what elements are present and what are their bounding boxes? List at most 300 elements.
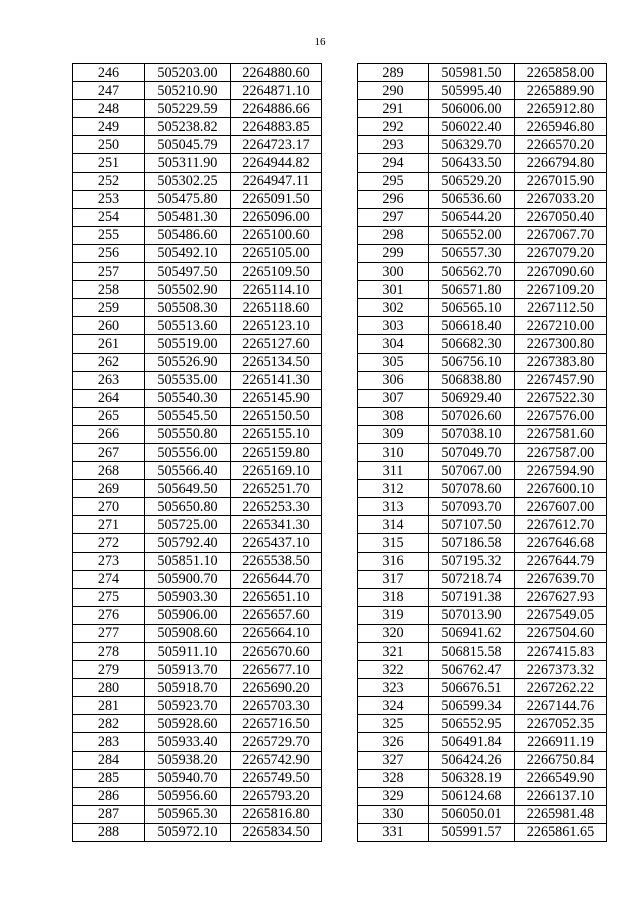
table-row [73,353,322,371]
point-number-cell: 280 [73,679,145,697]
point-number-cell: 305 [358,353,429,371]
table-row [73,823,322,841]
x-coordinate-cell: 505302.25 [145,172,231,190]
x-coordinate-cell: 505913.70 [145,661,231,679]
table-row [73,100,322,118]
y-coordinate-cell: 2265816.80 [231,805,322,823]
x-coordinate-cell: 505508.30 [145,299,231,317]
x-coordinate-cell: 507067.00 [429,462,515,480]
point-number-cell: 290 [358,82,429,100]
table-row [73,154,322,172]
table-row [358,425,607,443]
x-coordinate-cell: 505918.70 [145,679,231,697]
y-coordinate-cell: 2267052.35 [515,715,607,733]
y-coordinate-cell: 2266549.90 [515,769,607,787]
point-number-cell: 289 [358,64,429,82]
table-row [358,208,607,226]
x-coordinate-cell: 505956.60 [145,787,231,805]
y-coordinate-cell: 2265141.30 [231,371,322,389]
point-number-cell: 256 [73,244,145,262]
point-number-cell: 301 [358,281,429,299]
point-number-cell: 284 [73,751,145,769]
table-row [73,371,322,389]
x-coordinate-cell: 506050.01 [429,805,515,823]
x-coordinate-cell: 506552.00 [429,226,515,244]
x-coordinate-cell: 506124.68 [429,787,515,805]
y-coordinate-cell: 2265109.50 [231,263,322,281]
table-row [358,570,607,588]
table-row [358,172,607,190]
table-row [358,335,607,353]
x-coordinate-cell: 507107.50 [429,516,515,534]
x-coordinate-cell: 505535.00 [145,371,231,389]
x-coordinate-cell: 505981.50 [429,64,515,82]
table-row [73,733,322,751]
point-number-cell: 254 [73,208,145,226]
point-number-cell: 273 [73,552,145,570]
y-coordinate-cell: 2265834.50 [231,823,322,841]
table-row [73,208,322,226]
point-number-cell: 296 [358,190,429,208]
coordinates-table-left-body [73,64,322,842]
table-row [73,480,322,498]
point-number-cell: 297 [358,208,429,226]
table-row [358,751,607,769]
x-coordinate-cell: 506562.70 [429,263,515,281]
table-row [358,715,607,733]
point-number-cell: 311 [358,462,429,480]
table-row [73,661,322,679]
point-number-cell: 319 [358,606,429,624]
point-number-cell: 286 [73,787,145,805]
point-number-cell: 258 [73,281,145,299]
y-coordinate-cell: 2265127.60 [231,335,322,353]
y-coordinate-cell: 2265134.50 [231,353,322,371]
y-coordinate-cell: 2267644.79 [515,552,607,570]
x-coordinate-cell: 505203.00 [145,64,231,82]
y-coordinate-cell: 2267587.00 [515,443,607,461]
y-coordinate-cell: 2264944.82 [231,154,322,172]
point-number-cell: 283 [73,733,145,751]
y-coordinate-cell: 2265538.50 [231,552,322,570]
point-number-cell: 300 [358,263,429,281]
point-number-cell: 268 [73,462,145,480]
point-number-cell: 263 [73,371,145,389]
point-number-cell: 324 [358,697,429,715]
y-coordinate-cell: 2265118.60 [231,299,322,317]
y-coordinate-cell: 2267033.20 [515,190,607,208]
table-row [358,389,607,407]
x-coordinate-cell: 506571.80 [429,281,515,299]
point-number-cell: 285 [73,769,145,787]
point-number-cell: 253 [73,190,145,208]
point-number-cell: 275 [73,588,145,606]
y-coordinate-cell: 2265946.80 [515,118,607,136]
point-number-cell: 279 [73,661,145,679]
point-number-cell: 251 [73,154,145,172]
x-coordinate-cell: 506529.20 [429,172,515,190]
y-coordinate-cell: 2266750.84 [515,751,607,769]
point-number-cell: 262 [73,353,145,371]
table-row [73,389,322,407]
y-coordinate-cell: 2267262.22 [515,679,607,697]
table-row [73,244,322,262]
table-row [73,787,322,805]
y-coordinate-cell: 2267627.93 [515,588,607,606]
y-coordinate-cell: 2265742.90 [231,751,322,769]
point-number-cell: 309 [358,425,429,443]
table-row [358,263,607,281]
x-coordinate-cell: 505045.79 [145,136,231,154]
table-row [358,661,607,679]
x-coordinate-cell: 506491.84 [429,733,515,751]
x-coordinate-cell: 505556.00 [145,443,231,461]
x-coordinate-cell: 507038.10 [429,425,515,443]
x-coordinate-cell: 506815.58 [429,643,515,661]
y-coordinate-cell: 2267522.30 [515,389,607,407]
point-number-cell: 249 [73,118,145,136]
x-coordinate-cell: 507191.38 [429,588,515,606]
point-number-cell: 259 [73,299,145,317]
y-coordinate-cell: 2265861.65 [515,823,607,841]
point-number-cell: 295 [358,172,429,190]
table-row [358,281,607,299]
x-coordinate-cell: 505550.80 [145,425,231,443]
table-row [358,679,607,697]
y-coordinate-cell: 2267457.90 [515,371,607,389]
point-number-cell: 322 [358,661,429,679]
point-number-cell: 250 [73,136,145,154]
point-number-cell: 316 [358,552,429,570]
coordinates-table-right-body [358,64,607,842]
y-coordinate-cell: 2265437.10 [231,534,322,552]
x-coordinate-cell: 505238.82 [145,118,231,136]
x-coordinate-cell: 505995.40 [429,82,515,100]
x-coordinate-cell: 505497.50 [145,263,231,281]
table-row [358,588,607,606]
point-number-cell: 270 [73,498,145,516]
point-number-cell: 248 [73,100,145,118]
table-row [73,317,322,335]
y-coordinate-cell: 2265155.10 [231,425,322,443]
table-row [358,516,607,534]
x-coordinate-cell: 505903.30 [145,588,231,606]
x-coordinate-cell: 505492.10 [145,244,231,262]
x-coordinate-cell: 507218.74 [429,570,515,588]
x-coordinate-cell: 506022.40 [429,118,515,136]
point-number-cell: 264 [73,389,145,407]
x-coordinate-cell: 505502.90 [145,281,231,299]
y-coordinate-cell: 2265145.90 [231,389,322,407]
table-row [358,82,607,100]
y-coordinate-cell: 2266911.19 [515,733,607,751]
point-number-cell: 274 [73,570,145,588]
point-number-cell: 271 [73,516,145,534]
table-row [73,516,322,534]
y-coordinate-cell: 2265690.20 [231,679,322,697]
table-row [73,498,322,516]
x-coordinate-cell: 505928.60 [145,715,231,733]
y-coordinate-cell: 2267576.00 [515,407,607,425]
table-row [358,443,607,461]
y-coordinate-cell: 2267210.00 [515,317,607,335]
point-number-cell: 294 [358,154,429,172]
x-coordinate-cell: 506557.30 [429,244,515,262]
point-number-cell: 260 [73,317,145,335]
point-number-cell: 314 [358,516,429,534]
y-coordinate-cell: 2267109.20 [515,281,607,299]
y-coordinate-cell: 2266137.10 [515,787,607,805]
y-coordinate-cell: 2267373.32 [515,661,607,679]
point-number-cell: 261 [73,335,145,353]
table-row [73,136,322,154]
table-row [73,64,322,82]
x-coordinate-cell: 506838.80 [429,371,515,389]
table-row [73,118,322,136]
point-number-cell: 278 [73,643,145,661]
point-number-cell: 287 [73,805,145,823]
point-number-cell: 246 [73,64,145,82]
x-coordinate-cell: 506929.40 [429,389,515,407]
table-row [358,299,607,317]
y-coordinate-cell: 2265677.10 [231,661,322,679]
y-coordinate-cell: 2264871.10 [231,82,322,100]
table-row [358,733,607,751]
point-number-cell: 310 [358,443,429,461]
point-number-cell: 313 [358,498,429,516]
point-number-cell: 255 [73,226,145,244]
point-number-cell: 318 [358,588,429,606]
y-coordinate-cell: 2267112.50 [515,299,607,317]
x-coordinate-cell: 505906.00 [145,606,231,624]
x-coordinate-cell: 505486.60 [145,226,231,244]
y-coordinate-cell: 2265096.00 [231,208,322,226]
table-row [73,570,322,588]
table-row [358,643,607,661]
x-coordinate-cell: 506762.47 [429,661,515,679]
x-coordinate-cell: 506676.51 [429,679,515,697]
point-number-cell: 298 [358,226,429,244]
x-coordinate-cell: 507195.32 [429,552,515,570]
x-coordinate-cell: 505911.10 [145,643,231,661]
y-coordinate-cell: 2265651.10 [231,588,322,606]
x-coordinate-cell: 505566.40 [145,462,231,480]
point-number-cell: 265 [73,407,145,425]
x-coordinate-cell: 505991.57 [429,823,515,841]
x-coordinate-cell: 506565.10 [429,299,515,317]
y-coordinate-cell: 2265169.10 [231,462,322,480]
table-row [73,190,322,208]
table-row [358,552,607,570]
table-row [73,606,322,624]
x-coordinate-cell: 505513.60 [145,317,231,335]
point-number-cell: 320 [358,624,429,642]
x-coordinate-cell: 505940.70 [145,769,231,787]
point-number-cell: 328 [358,769,429,787]
point-number-cell: 315 [358,534,429,552]
x-coordinate-cell: 506536.60 [429,190,515,208]
y-coordinate-cell: 2265105.00 [231,244,322,262]
y-coordinate-cell: 2265793.20 [231,787,322,805]
y-coordinate-cell: 2267594.90 [515,462,607,480]
y-coordinate-cell: 2265100.60 [231,226,322,244]
y-coordinate-cell: 2264886.66 [231,100,322,118]
table-row [358,697,607,715]
x-coordinate-cell: 505908.60 [145,624,231,642]
x-coordinate-cell: 507093.70 [429,498,515,516]
y-coordinate-cell: 2267015.90 [515,172,607,190]
point-number-cell: 321 [358,643,429,661]
x-coordinate-cell: 506756.10 [429,353,515,371]
x-coordinate-cell: 506433.50 [429,154,515,172]
y-coordinate-cell: 2267581.60 [515,425,607,443]
x-coordinate-cell: 505540.30 [145,389,231,407]
table-row [358,462,607,480]
point-number-cell: 269 [73,480,145,498]
y-coordinate-cell: 2265123.10 [231,317,322,335]
table-row [73,82,322,100]
table-row [358,787,607,805]
y-coordinate-cell: 2265251.70 [231,480,322,498]
y-coordinate-cell: 2265981.48 [515,805,607,823]
y-coordinate-cell: 2265657.60 [231,606,322,624]
y-coordinate-cell: 2265150.50 [231,407,322,425]
x-coordinate-cell: 505519.00 [145,335,231,353]
point-number-cell: 277 [73,624,145,642]
table-row [73,407,322,425]
y-coordinate-cell: 2267600.10 [515,480,607,498]
coordinates-table-right [357,63,607,842]
point-number-cell: 293 [358,136,429,154]
table-row [358,805,607,823]
y-coordinate-cell: 2265858.00 [515,64,607,82]
table-row [358,100,607,118]
table-row [358,226,607,244]
y-coordinate-cell: 2267639.70 [515,570,607,588]
table-row [73,462,322,480]
x-coordinate-cell: 506424.26 [429,751,515,769]
table-row [358,823,607,841]
y-coordinate-cell: 2264880.60 [231,64,322,82]
x-coordinate-cell: 506618.40 [429,317,515,335]
x-coordinate-cell: 506328.19 [429,769,515,787]
x-coordinate-cell: 505972.10 [145,823,231,841]
point-number-cell: 329 [358,787,429,805]
table-row [358,606,607,624]
x-coordinate-cell: 505725.00 [145,516,231,534]
point-number-cell: 288 [73,823,145,841]
y-coordinate-cell: 2267504.60 [515,624,607,642]
point-number-cell: 306 [358,371,429,389]
y-coordinate-cell: 2266794.80 [515,154,607,172]
table-row [358,118,607,136]
x-coordinate-cell: 505900.70 [145,570,231,588]
table-row [73,697,322,715]
point-number-cell: 281 [73,697,145,715]
y-coordinate-cell: 2267646.68 [515,534,607,552]
y-coordinate-cell: 2265644.70 [231,570,322,588]
table-row [73,299,322,317]
y-coordinate-cell: 2267607.00 [515,498,607,516]
table-row [358,534,607,552]
x-coordinate-cell: 507186.58 [429,534,515,552]
table-row [73,335,322,353]
y-coordinate-cell: 2267079.20 [515,244,607,262]
x-coordinate-cell: 506941.62 [429,624,515,642]
y-coordinate-cell: 2264883.85 [231,118,322,136]
point-number-cell: 267 [73,443,145,461]
table-row [358,154,607,172]
x-coordinate-cell: 506552.95 [429,715,515,733]
y-coordinate-cell: 2267549.05 [515,606,607,624]
x-coordinate-cell: 507049.70 [429,443,515,461]
table-row [73,588,322,606]
point-number-cell: 317 [358,570,429,588]
y-coordinate-cell: 2265912.80 [515,100,607,118]
table-row [358,136,607,154]
table-row [358,769,607,787]
table-row [73,552,322,570]
point-number-cell: 325 [358,715,429,733]
table-row [73,751,322,769]
x-coordinate-cell: 505481.30 [145,208,231,226]
point-number-cell: 307 [358,389,429,407]
point-number-cell: 331 [358,823,429,841]
table-row [73,534,322,552]
table-row [358,64,607,82]
y-coordinate-cell: 2267612.70 [515,516,607,534]
table-row [358,190,607,208]
point-number-cell: 323 [358,679,429,697]
x-coordinate-cell: 505933.40 [145,733,231,751]
y-coordinate-cell: 2265670.60 [231,643,322,661]
table-row [73,226,322,244]
y-coordinate-cell: 2267415.83 [515,643,607,661]
y-coordinate-cell: 2267300.80 [515,335,607,353]
y-coordinate-cell: 2266570.20 [515,136,607,154]
table-row [358,244,607,262]
y-coordinate-cell: 2265889.90 [515,82,607,100]
y-coordinate-cell: 2265664.10 [231,624,322,642]
y-coordinate-cell: 2265729.70 [231,733,322,751]
table-row [358,498,607,516]
x-coordinate-cell: 506329.70 [429,136,515,154]
coordinates-table-left [72,63,322,842]
table-row [358,317,607,335]
table-row [73,679,322,697]
point-number-cell: 282 [73,715,145,733]
x-coordinate-cell: 505650.80 [145,498,231,516]
x-coordinate-cell: 507026.60 [429,407,515,425]
y-coordinate-cell: 2264723.17 [231,136,322,154]
x-coordinate-cell: 505311.90 [145,154,231,172]
table-row [73,624,322,642]
point-number-cell: 292 [358,118,429,136]
x-coordinate-cell: 505229.59 [145,100,231,118]
table-row [73,172,322,190]
y-coordinate-cell: 2267067.70 [515,226,607,244]
x-coordinate-cell: 506599.34 [429,697,515,715]
point-number-cell: 327 [358,751,429,769]
point-number-cell: 330 [358,805,429,823]
y-coordinate-cell: 2265341.30 [231,516,322,534]
point-number-cell: 302 [358,299,429,317]
y-coordinate-cell: 2265703.30 [231,697,322,715]
y-coordinate-cell: 2265114.10 [231,281,322,299]
point-number-cell: 326 [358,733,429,751]
table-row [73,805,322,823]
table-row [358,624,607,642]
